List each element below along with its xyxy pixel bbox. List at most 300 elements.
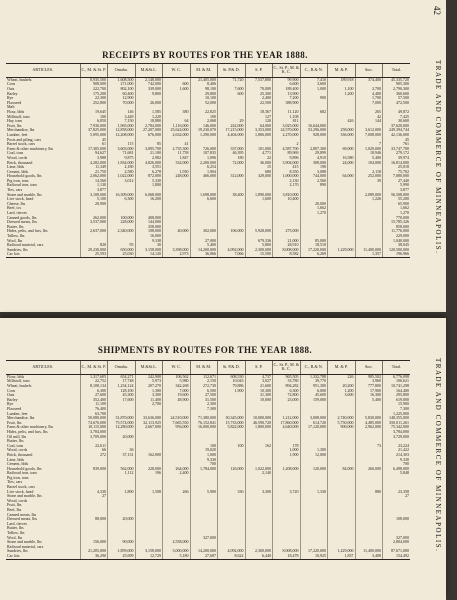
table-cell: 27 bbox=[80, 494, 108, 499]
article-name: Canned meats, lbs bbox=[7, 512, 37, 517]
table-cell: 614,720 bbox=[300, 421, 328, 426]
article-name: Cheese, lbs bbox=[7, 201, 26, 206]
table-cell: 12,900 bbox=[108, 96, 136, 101]
table-cell: 2,973 bbox=[163, 252, 191, 257]
table-cell: 1,698,000 bbox=[190, 193, 218, 198]
table-cell: 10,115,000 bbox=[80, 425, 108, 430]
table-cell: 7,300 bbox=[190, 407, 218, 412]
table-cell: 3,108,000 bbox=[80, 193, 108, 198]
table-cell: 100,000 bbox=[108, 216, 136, 221]
article-name: Coal, tons bbox=[7, 151, 24, 156]
article-name: Sundries, lbs bbox=[7, 247, 28, 252]
article-name: Railroad iron, tons bbox=[7, 183, 37, 188]
article-name: Lime, bbls bbox=[7, 165, 25, 170]
table-cell: 30,345,000 bbox=[218, 416, 246, 421]
article-name: Posts and piling, cars bbox=[7, 137, 41, 142]
table-cell: 65,900 bbox=[383, 202, 411, 207]
table-cell: 16,300 bbox=[355, 393, 383, 398]
table-cell: 9,896 bbox=[273, 156, 301, 161]
table-cell: 24,000 bbox=[328, 161, 356, 166]
table-cell: 872,000 bbox=[135, 174, 163, 179]
table-cell: 10,043 bbox=[218, 379, 246, 384]
table-cell: 242,000 bbox=[218, 124, 246, 129]
table-cell: 2,062,000 bbox=[80, 174, 108, 179]
table-cell: 11,400 bbox=[135, 398, 163, 403]
table-cell: 3,027 bbox=[245, 379, 273, 384]
table-cell: 21,750 bbox=[80, 170, 108, 175]
table-cell: 16,000 bbox=[135, 234, 163, 239]
table-cell: 57,500 bbox=[383, 96, 411, 101]
table-cell: 9,875 bbox=[108, 156, 136, 161]
table-cell: 2,300,000 bbox=[245, 549, 273, 554]
table-cell: 20,000 bbox=[108, 517, 136, 522]
table-cell: 72,800 bbox=[273, 393, 301, 398]
article-name: Railroad material, cars bbox=[7, 243, 44, 248]
table-cell: 650,000 bbox=[108, 248, 136, 253]
table-cell: 3,551 bbox=[135, 165, 163, 170]
table-cell: 2,300 bbox=[190, 402, 218, 407]
table-cell: 71,720 bbox=[218, 77, 246, 82]
column-header: C., M. & St. P. bbox=[80, 64, 108, 78]
table-cell: 2,300,000 bbox=[245, 248, 273, 253]
receipts-table bbox=[6, 63, 410, 258]
table-cell: 17,860,000 bbox=[273, 421, 301, 426]
table-cell: 28,910 bbox=[273, 243, 301, 248]
table-cell: 27,500 bbox=[190, 393, 218, 398]
table-cell: 900 bbox=[300, 96, 328, 101]
table-cell: 144,000 bbox=[135, 220, 163, 225]
table-cell: 3,720 bbox=[273, 490, 301, 495]
table-cell: 115 bbox=[108, 142, 136, 147]
article-name: Dressed meats, lbs bbox=[7, 517, 37, 522]
table-cell: 25,018 bbox=[383, 165, 411, 170]
table-cell: 56,508,000 bbox=[383, 193, 411, 198]
table-cell: 890 bbox=[300, 183, 328, 188]
table-cell: 466,000 bbox=[190, 174, 218, 179]
table-cell: 820 bbox=[80, 243, 108, 248]
table-cell: 29 bbox=[218, 119, 246, 124]
table-cell: 279,172 bbox=[383, 151, 411, 156]
table-cell: 2,200,000 bbox=[190, 161, 218, 166]
table-cell: 408,000 bbox=[135, 216, 163, 221]
table-cell: 23,224 bbox=[383, 444, 411, 449]
table-cell: 40,000 bbox=[163, 229, 191, 234]
column-header: ARTICLES. bbox=[6, 361, 80, 375]
table-cell: 88,000 bbox=[80, 517, 108, 522]
article-name: Fruit, lbs bbox=[7, 503, 22, 508]
article-name: Beef, lbs bbox=[7, 508, 22, 513]
table-row bbox=[6, 554, 410, 559]
table-cell: 1,837 bbox=[328, 554, 356, 559]
table-cell: 3,784,000 bbox=[383, 430, 411, 435]
table-cell: 31,500 bbox=[190, 398, 218, 403]
table-cell: 33,780 bbox=[273, 379, 301, 384]
table-cell: 339,000 bbox=[135, 87, 163, 92]
article-name: Wood, cords bbox=[7, 155, 28, 160]
table-cell: 336,000 bbox=[328, 133, 356, 138]
table-cell: 100 bbox=[218, 444, 246, 449]
table-cell: 120,000 bbox=[300, 467, 328, 472]
table-cell: 229,000 bbox=[383, 234, 411, 239]
table-cell: 14,560 bbox=[80, 179, 108, 184]
table-cell: 90,000 bbox=[108, 540, 136, 545]
table-cell: 1,112 bbox=[108, 471, 136, 476]
article-name: Barley bbox=[7, 91, 18, 96]
table-cell: 426 bbox=[328, 119, 356, 124]
article-name: Household goods, lbs bbox=[7, 466, 42, 471]
table-cell: 70,000 bbox=[108, 101, 136, 106]
column-header: C., B.& N. bbox=[300, 361, 328, 375]
table-cell: 12,280,000 bbox=[108, 425, 136, 430]
table-cell: 2 bbox=[273, 142, 301, 147]
table-cell: 985,502 bbox=[355, 374, 383, 379]
article-name: Wood, cords bbox=[7, 498, 28, 503]
table-cell: 908,000 bbox=[80, 82, 108, 87]
table-cell: 7,300 bbox=[383, 407, 411, 412]
table-cell: 87,671,000 bbox=[383, 549, 411, 554]
column-header: Total. bbox=[383, 64, 411, 78]
column-header: M.&St.L. bbox=[135, 361, 163, 375]
table-cell: 4,330 bbox=[80, 490, 108, 495]
receipts-header-row bbox=[6, 64, 410, 78]
table-cell: 19,645 bbox=[80, 110, 108, 115]
table-cell: 2,170 bbox=[273, 183, 301, 188]
table-cell: 73 bbox=[355, 444, 383, 449]
table-cell: 39,770 bbox=[300, 379, 328, 384]
table-cell: 148,355,000 bbox=[383, 416, 411, 421]
table-cell: 4,771 bbox=[245, 151, 273, 156]
table-cell: 388,900 bbox=[273, 101, 301, 106]
column-header: ARTICLES. bbox=[6, 64, 80, 78]
table-cell: 48,900 bbox=[163, 398, 191, 403]
table-cell: 6,600 bbox=[190, 197, 218, 202]
article-name: Household goods, lbs bbox=[7, 174, 42, 179]
article-name: Tallow, lbs bbox=[7, 234, 25, 238]
table-cell: 107,835 bbox=[190, 151, 218, 156]
table-cell: 22,300 bbox=[80, 96, 108, 101]
table-cell: 1,100 bbox=[328, 87, 356, 92]
table-cell: 3,158,000 bbox=[135, 549, 163, 554]
table-cell: 17,220,000 bbox=[300, 248, 328, 253]
table-cell: 2,560 bbox=[300, 179, 328, 184]
article-name: Ties, cars bbox=[7, 188, 23, 193]
shipments-table bbox=[6, 360, 410, 560]
article-name: Ties, cars bbox=[7, 480, 23, 485]
table-cell: 1,800,000 bbox=[245, 425, 273, 430]
table-cell: 27,000 bbox=[190, 239, 218, 244]
table-cell: 19,020 bbox=[190, 448, 218, 453]
column-header: M. & P. bbox=[328, 64, 356, 78]
table-cell: 112,671 bbox=[190, 374, 218, 379]
table-cell: 16,580 bbox=[328, 156, 356, 161]
table-cell: 25,699 bbox=[108, 554, 136, 559]
table-cell: 22,500 bbox=[245, 101, 273, 106]
article-name: Beef, tcs bbox=[7, 206, 21, 211]
table-cell: 3,095,700 bbox=[135, 147, 163, 152]
table-cell: 74,676,000 bbox=[80, 421, 108, 426]
article-name: Barrel stock, cars bbox=[7, 142, 35, 147]
table-cell: 20,000 bbox=[300, 202, 328, 207]
table-cell: 5,822,000 bbox=[218, 425, 246, 430]
table-cell: 18,478 bbox=[273, 554, 301, 559]
table-cell: 38,045 bbox=[383, 243, 411, 248]
table-cell: 1,784,000 bbox=[190, 467, 218, 472]
table-cell: 5,848 bbox=[383, 471, 411, 476]
table-cell: 8,108,134 bbox=[80, 384, 108, 389]
table-cell: 8,406 bbox=[190, 82, 218, 87]
table-cell: 3,810,000 bbox=[273, 193, 301, 198]
column-header: Soo. bbox=[355, 361, 383, 375]
table-cell: 9,330 bbox=[383, 458, 411, 463]
article-name: Live stock, head bbox=[7, 197, 34, 202]
table-cell: 16,200 bbox=[135, 197, 163, 202]
table-cell: 1,300 bbox=[135, 389, 163, 394]
article-name: Lumber, feet bbox=[7, 411, 28, 416]
table-cell: 4,640,000 bbox=[273, 425, 301, 430]
article-name: Live stock, head bbox=[7, 489, 34, 494]
table-cell: 2,784,000 bbox=[135, 124, 163, 129]
table-cell: 61 bbox=[80, 142, 108, 147]
table-cell: 11,400,000 bbox=[355, 248, 383, 253]
table-cell: 9,330 bbox=[190, 458, 218, 463]
article-name: Canned goods, lbs bbox=[7, 215, 37, 220]
table-cell: 64 bbox=[163, 119, 191, 124]
table-cell: 5,095,000 bbox=[80, 133, 108, 138]
table-cell: 3,904,000 bbox=[273, 161, 301, 166]
article-name: Stone and marble, lbs bbox=[7, 540, 42, 545]
column-header: C., St. P., M. & K. C. bbox=[273, 64, 301, 78]
table-cell: 3,600 bbox=[328, 393, 356, 398]
table-cell: 55,200 bbox=[383, 197, 411, 202]
table-cell: 108,000 bbox=[383, 517, 411, 522]
table-cell: 8,350 bbox=[273, 170, 301, 175]
table-cell: 17,305,000 bbox=[80, 147, 108, 152]
table-cell: 32,113,925 bbox=[135, 421, 163, 426]
table-cell: 700 bbox=[190, 462, 218, 467]
table-cell: 37,620,000 bbox=[383, 124, 411, 129]
article-name: Flour, bbls bbox=[7, 109, 25, 114]
table-cell: 106,000 bbox=[218, 229, 246, 234]
table-cell: 2,180 bbox=[108, 165, 136, 170]
article-name: Wheat, bushels bbox=[7, 77, 32, 82]
table-cell: 1,317,605 bbox=[80, 374, 108, 379]
table-cell: 214,303 bbox=[383, 453, 411, 458]
table-cell: 329,000 bbox=[245, 174, 273, 179]
table-cell: 2,150 bbox=[190, 379, 218, 384]
column-header: M.&St.L. bbox=[135, 64, 163, 78]
column-header: Omaha. bbox=[108, 64, 136, 78]
table-cell: 1,226 bbox=[355, 197, 383, 202]
table-cell: 17,120,000 bbox=[300, 425, 328, 430]
table-cell: 33,636,000 bbox=[135, 416, 163, 421]
table-cell: 295,800 bbox=[383, 393, 411, 398]
table-cell: 2,580 bbox=[108, 170, 136, 175]
table-cell: 3,300 bbox=[245, 490, 273, 495]
table-cell: 1,022,000 bbox=[245, 467, 273, 472]
table-cell: 258,000 bbox=[328, 128, 356, 133]
table-cell: 3,088 bbox=[300, 170, 328, 175]
table-cell: 264,000 bbox=[163, 467, 191, 472]
table-cell: 27,600 bbox=[80, 393, 108, 398]
table-cell: 1,200 bbox=[328, 389, 356, 394]
running-head: TRADE AND COMMERCE OF MINNEAPOLIS. bbox=[434, 358, 442, 553]
table-cell: 63,700 bbox=[80, 412, 108, 417]
table-cell: 37,131 bbox=[108, 453, 136, 458]
table-cell: 7,665,550 bbox=[163, 421, 191, 426]
table-cell: 265 bbox=[355, 110, 383, 115]
table-cell: 1,859,000 bbox=[108, 549, 136, 554]
article-name: Railroad material, cars bbox=[7, 544, 44, 549]
table-cell: 965,505 bbox=[273, 374, 301, 379]
table-cell: 1,096 bbox=[190, 156, 218, 161]
table-cell: 146 bbox=[108, 110, 136, 115]
table-cell: 6,498,000 bbox=[383, 467, 411, 472]
article-name: Lumber, feet bbox=[7, 132, 28, 137]
table-cell: 15,733,000 bbox=[218, 421, 246, 426]
table-cell: 27,687 bbox=[190, 554, 218, 559]
table-cell: 676,000 bbox=[135, 133, 163, 138]
column-header: Soo. bbox=[355, 64, 383, 78]
table-cell: 23,358 bbox=[383, 490, 411, 495]
table-cell: 726,000 bbox=[190, 147, 218, 152]
article-name: Wood, cords bbox=[7, 448, 28, 453]
table-cell: 16,000,000 bbox=[190, 425, 218, 430]
table-cell: 272 bbox=[80, 453, 108, 458]
table-cell: 1,212,000 bbox=[273, 416, 301, 421]
table-cell: 1,834,000 bbox=[108, 161, 136, 166]
table-cell: 14,200,000 bbox=[190, 549, 218, 554]
table-cell: 6,278 bbox=[135, 170, 163, 175]
table-cell: 72,000 bbox=[218, 161, 246, 166]
table-cell: 5,830,000 bbox=[355, 416, 383, 421]
table-cell: 106,621 bbox=[383, 379, 411, 384]
table-cell: 8,008,000 bbox=[273, 549, 301, 554]
table-cell: 7,600 bbox=[218, 87, 246, 92]
table-cell: 42,136,000 bbox=[383, 133, 411, 138]
table-cell: 24,570,000 bbox=[273, 128, 301, 133]
table-cell: 2,140 bbox=[245, 471, 273, 476]
table-cell: 7,537,800 bbox=[245, 77, 273, 82]
table-cell: 162 bbox=[245, 444, 273, 449]
table-cell: 207,270 bbox=[135, 384, 163, 389]
table-cell: 352,400 bbox=[80, 398, 108, 403]
table-cell: 164,400 bbox=[383, 389, 411, 394]
table-cell: 46,395 bbox=[218, 151, 246, 156]
table-cell: 12,208,000 bbox=[108, 133, 136, 138]
article-name: Barley bbox=[7, 397, 18, 402]
article-name: Coal, tons bbox=[7, 443, 24, 448]
table-cell: 1,930 bbox=[163, 170, 191, 175]
table-cell: 951,300 bbox=[300, 384, 328, 389]
table-cell: 3,353,000 bbox=[245, 128, 273, 133]
article-name: Corn bbox=[7, 388, 15, 393]
table-cell: 2,790,300 bbox=[383, 87, 411, 92]
table-cell: 38,400 bbox=[218, 193, 246, 198]
table-cell: 2,982 bbox=[135, 156, 163, 161]
table-cell: 60,400 bbox=[108, 92, 136, 97]
table-cell: 156,000 bbox=[80, 540, 108, 545]
table-cell: 1,900 bbox=[273, 453, 301, 458]
table-cell: 196 bbox=[135, 471, 163, 476]
table-cell: 332,000 bbox=[163, 161, 191, 166]
table-cell: 29,899 bbox=[300, 151, 328, 156]
table-cell: 22 bbox=[245, 156, 273, 161]
table-cell: 20,900 bbox=[80, 202, 108, 207]
table-cell: 3,398,000 bbox=[163, 248, 191, 253]
table-cell: 811 bbox=[273, 119, 301, 124]
column-header: St. P.& D. bbox=[218, 64, 246, 78]
table-cell: 252,800 bbox=[80, 101, 108, 106]
table-cell: 1,116,000 bbox=[163, 124, 191, 129]
table-cell: 13,900 bbox=[273, 92, 301, 97]
table-cell: 8,622 bbox=[218, 554, 246, 559]
table-cell: 1,022,000 bbox=[108, 174, 136, 179]
table-cell: 1,508 bbox=[135, 490, 163, 495]
table-cell: 71,380,000 bbox=[190, 416, 218, 421]
table-cell: 5,980 bbox=[163, 379, 191, 384]
table-cell: 1,290,000 bbox=[190, 133, 218, 138]
article-name: Cement, bbls bbox=[7, 462, 29, 467]
table-cell: 36,000 bbox=[245, 161, 273, 166]
table-cell: 2,637,000 bbox=[80, 229, 108, 234]
table-cell: 5,100 bbox=[80, 197, 108, 202]
article-name: Barrel stock, cars bbox=[7, 485, 35, 490]
article-name: Fruit, lbs bbox=[7, 420, 22, 425]
article-name: Wheat, bushels bbox=[7, 384, 32, 388]
column-header: C., B.& N. bbox=[300, 64, 328, 78]
article-name: Flaxseed bbox=[7, 100, 22, 105]
table-cell: 30 bbox=[135, 243, 163, 248]
table-cell: 69,000 bbox=[328, 147, 356, 152]
table-cell: 2,804,000 bbox=[383, 540, 411, 545]
table-cell: 22,611 bbox=[80, 444, 108, 449]
table-cell: 2,118 bbox=[355, 170, 383, 175]
table-cell: 5,400 bbox=[190, 243, 218, 248]
table-cell: 1,662 bbox=[300, 206, 328, 211]
table-cell: 76,152,841 bbox=[190, 421, 218, 426]
table-cell: 14,200,000 bbox=[190, 248, 218, 253]
table-cell: 190 bbox=[300, 165, 328, 170]
table-cell: 3,449 bbox=[108, 115, 136, 120]
table-cell: 1,270 bbox=[383, 211, 411, 216]
table-cell: 39,974 bbox=[383, 156, 411, 161]
table-cell: 1,130 bbox=[80, 183, 108, 188]
table-cell: 10,000 bbox=[245, 398, 273, 403]
article-name: Hides, pelts, and furs, lbs bbox=[7, 229, 48, 234]
table-cell: 162,000 bbox=[135, 453, 163, 458]
table-cell: 249,394,744 bbox=[383, 128, 411, 133]
table-cell: 1,847 bbox=[163, 156, 191, 161]
table-cell: 600 bbox=[218, 92, 246, 97]
table-cell: 16,644,000 bbox=[300, 124, 328, 129]
table-cell: 252,000 bbox=[355, 174, 383, 179]
table-cell: 1,357 bbox=[355, 252, 383, 257]
table-cell: 75,574,000 bbox=[108, 421, 136, 426]
table-cell: 1,800 bbox=[135, 183, 163, 188]
table-cell: 11,758 bbox=[163, 151, 191, 156]
table-cell: 127 bbox=[245, 115, 273, 120]
table-cell: 6,269 bbox=[300, 252, 328, 257]
table-cell: 2,632,000 bbox=[163, 133, 191, 138]
shipments-header-row bbox=[6, 361, 410, 375]
table-cell: 45,300 bbox=[108, 393, 136, 398]
table-cell: 4,400 bbox=[355, 92, 383, 97]
table-cell: 10,300 bbox=[245, 389, 273, 394]
table-cell: 6,068,000 bbox=[135, 193, 163, 198]
table-cell: 70,000 bbox=[245, 87, 273, 92]
table-cell: 45 bbox=[383, 138, 411, 143]
table-cell: 17,220,000 bbox=[300, 549, 328, 554]
